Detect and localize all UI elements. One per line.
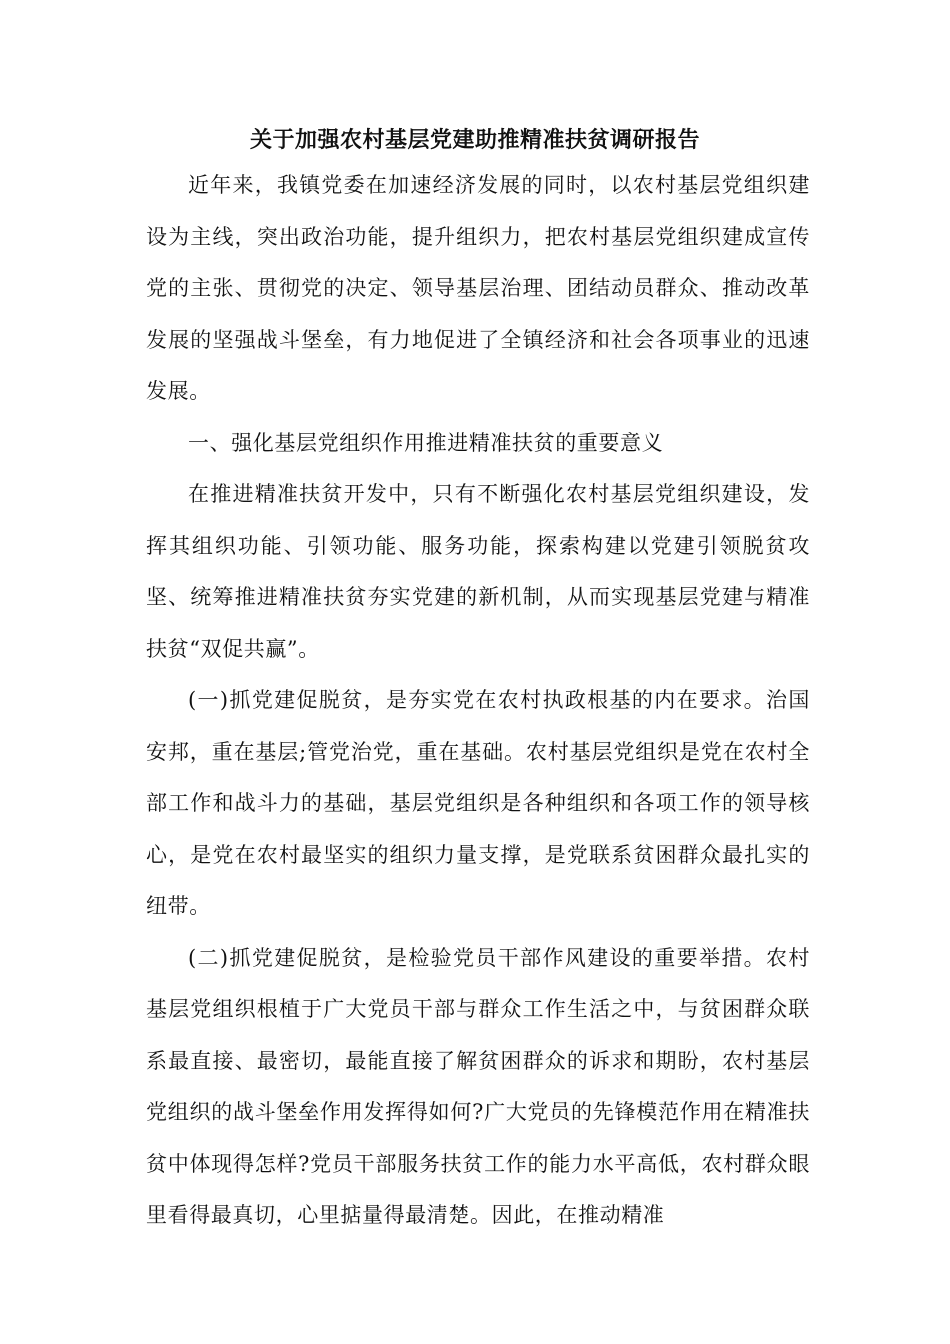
paragraph-intro: 近年来，我镇党委在加速经济发展的同时，以农村基层党组织建设为主线，突出政治功能，提升组织力，把农村基层党组织建成宣传党的主张、贯彻党的决定、领导基层治理、团结动员群众、推动改革发展的坚强战斗堡垒，有力地促进了全镇经济和社会各项事业的迅速发展。	[146, 173, 810, 403]
document-body	[146, 160, 810, 1242]
paragraph-point-1: (一)抓党建促脱贫，是夯实党在农村执政根基的内在要求。治国安邦，重在基层;管党治党，重在基础。农村基层党组织是党在农村全部工作和战斗力的基础，基层党组织是各种组织和各项工作的领导核心，是党在农村最坚实的组织力量支撑，是党联系贫困群众最扎实的纽带。	[146, 688, 810, 918]
section-heading-1: 一、强化基层党组织作用推进精准扶贫的重要意义	[188, 430, 664, 455]
paragraph-significance: 在推进精准扶贫开发中，只有不断强化农村基层党组织建设，发挥其组织功能、引领功能、服务功能，探索构建以党建引领脱贫攻坚、统筹推进精准扶贫夯实党建的新机制，从而实现基层党建与精准扶贫“双促共赢”。	[146, 482, 810, 661]
document-title: 关于加强农村基层党建助推精准扶贫调研报告	[249, 127, 700, 153]
paragraph-point-2: (二)抓党建促脱贫，是检验党员干部作风建设的重要举措。农村基层党组织根植于广大党员干部与群众工作生活之中，与贫困群众联系最直接、最密切，最能直接了解贫困群众的诉求和期盼，农村基层党组织的战斗堡垒作用发挥得如何?广大党员的先锋模范作用在精准扶贫中体现得怎样?党员干部服务扶贫工作的能力水平高低，农村群众眼里看得最真切，心里掂量得最清楚。因此，在推动精准	[146, 945, 810, 1227]
